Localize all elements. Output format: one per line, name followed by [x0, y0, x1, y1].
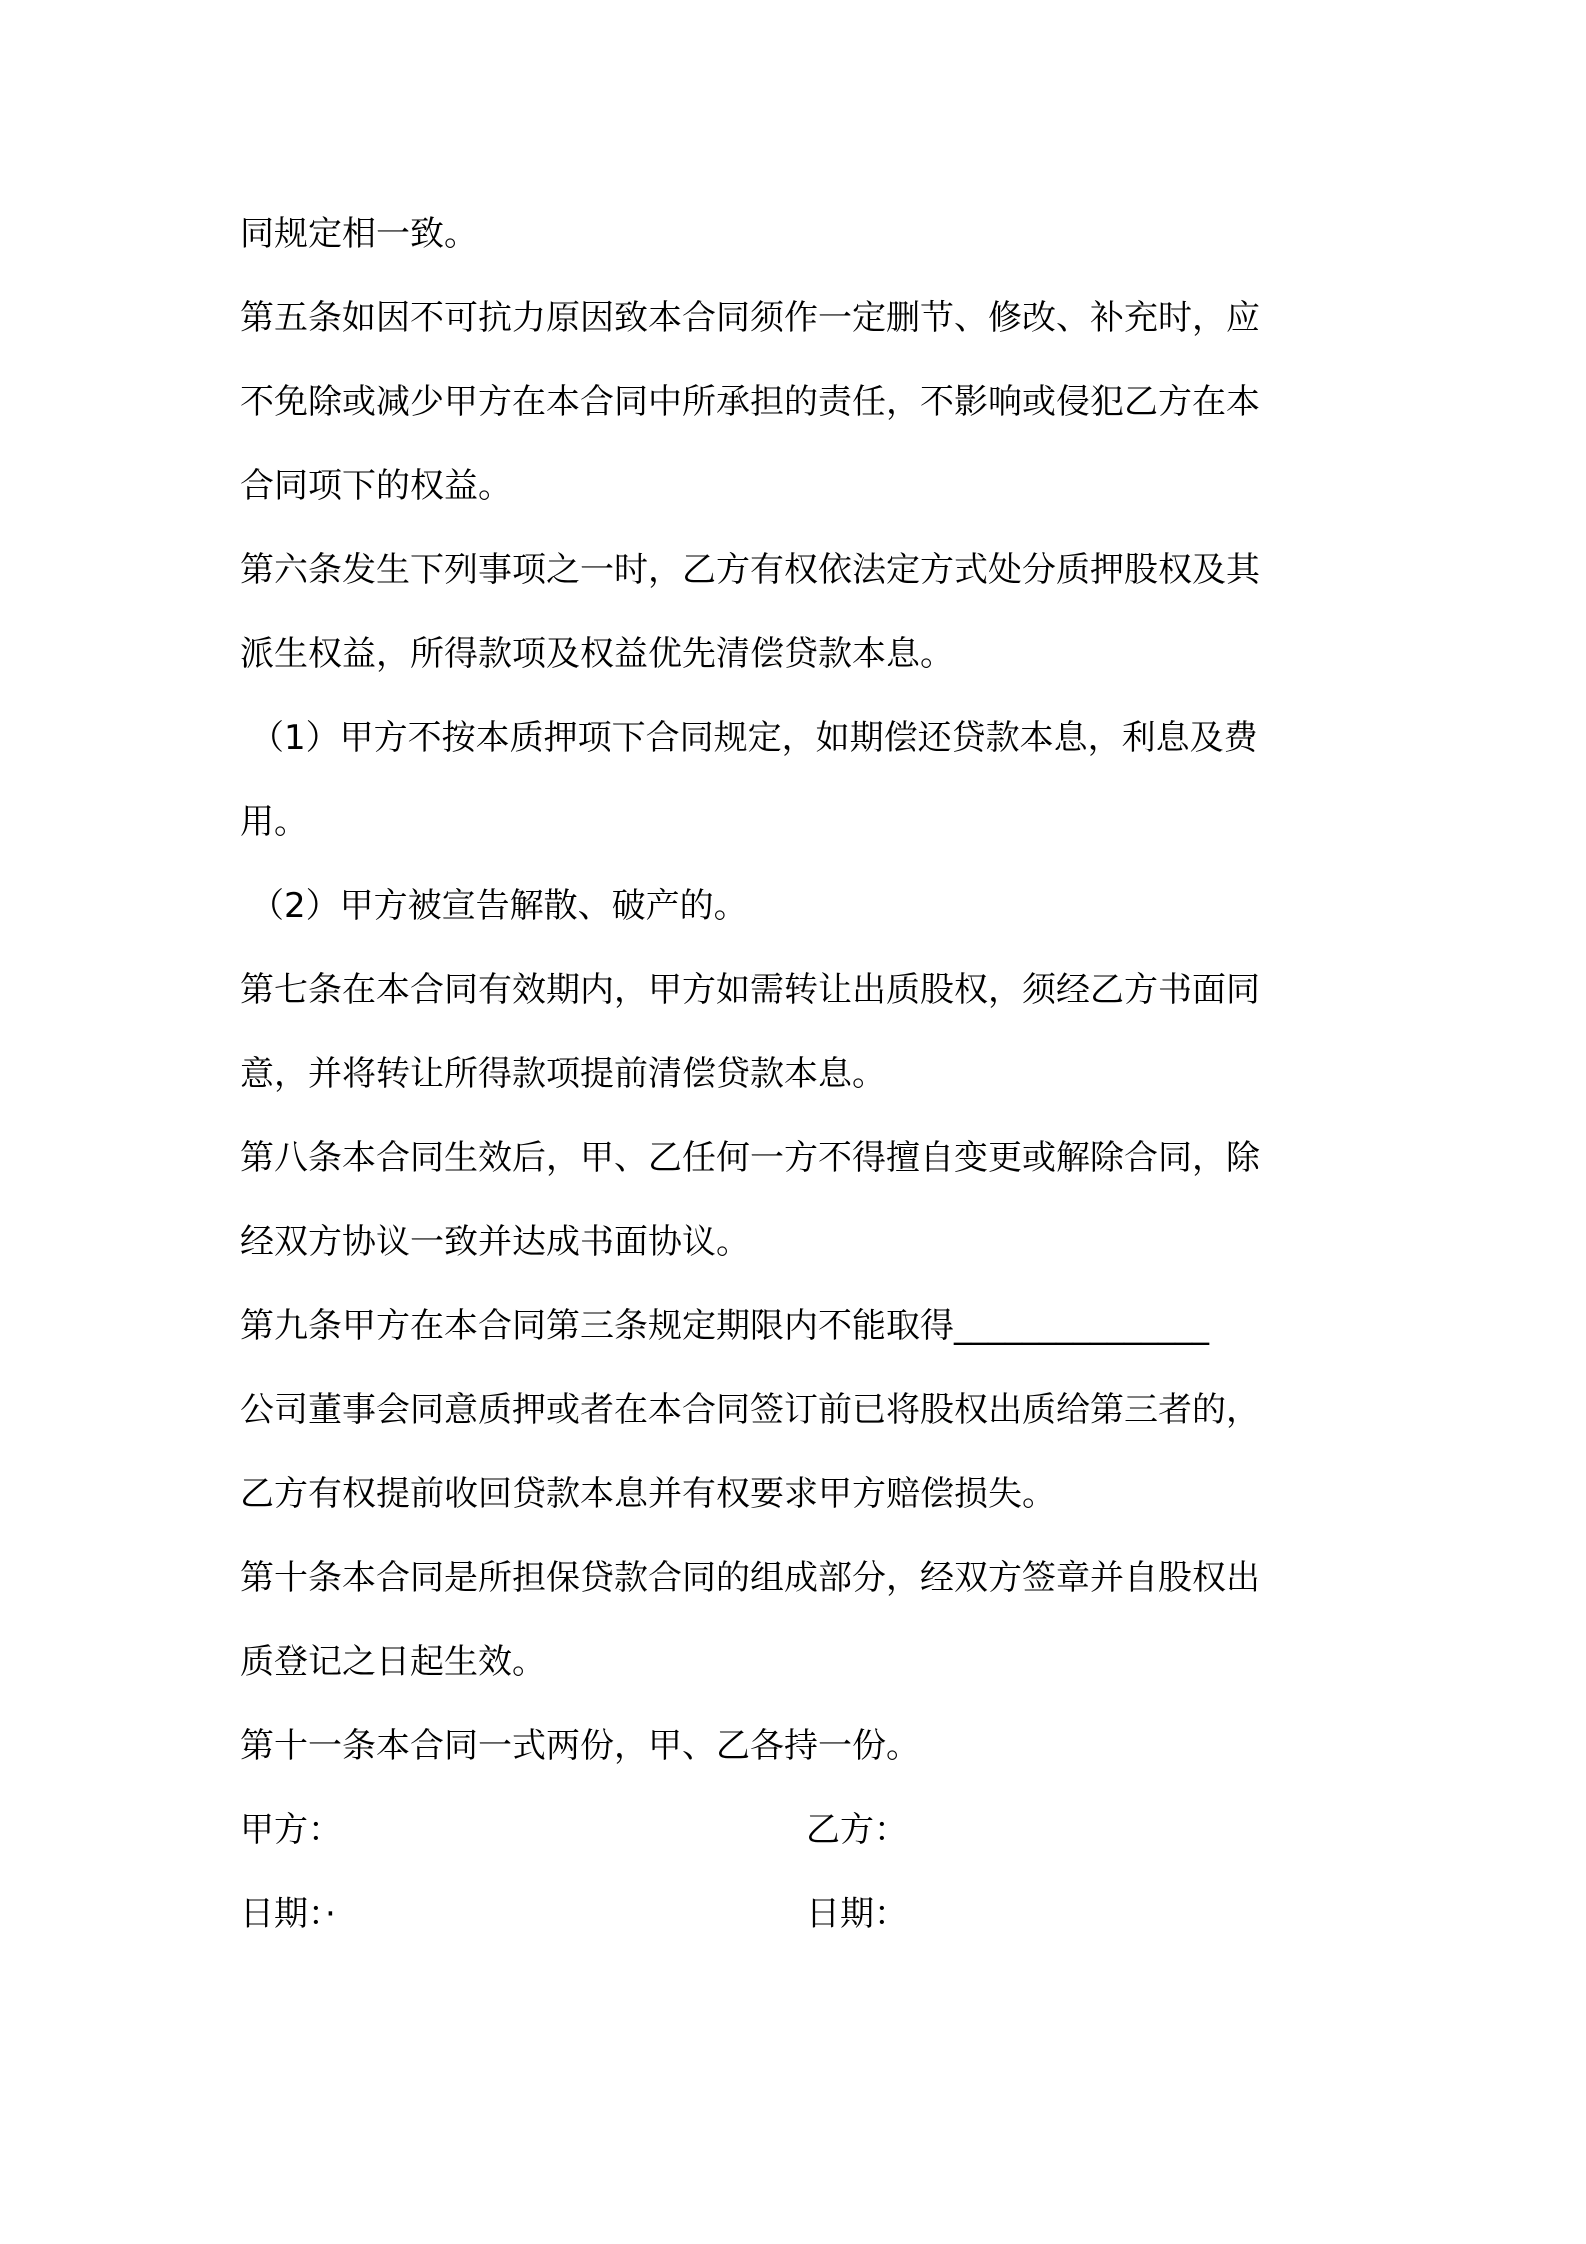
text-line: 用。 [240, 802, 308, 842]
text-line: 合同项下的权益。 [240, 466, 512, 506]
list-item-line: （1）甲方不按本质押项下合同规定，如期偿还贷款本息，利息及费 [250, 718, 1258, 758]
text-line: 第九条甲方在本合同第三条规定期限内不能取得_______________ [240, 1306, 1209, 1346]
text-line: 同规定相一致。 [240, 214, 478, 254]
document-body [240, 192, 1360, 1956]
text-line: 质登记之日起生效。 [240, 1642, 546, 1682]
text-line: 第七条在本合同有效期内，甲方如需转让出质股权，须经乙方书面同 [240, 970, 1260, 1010]
text-line: 公司董事会同意质押或者在本合同签订前已将股权出质给第三者的， [240, 1390, 1260, 1430]
text-line: 经双方协议一致并达成书面协议。 [240, 1222, 750, 1262]
text-line: 第六条发生下列事项之一时，乙方有权依法定方式处分质押股权及其 [240, 550, 1260, 590]
text-line: 第八条本合同生效后，甲、乙任何一方不得擅自变更或解除合同，除 [240, 1138, 1260, 1178]
text-line: 不免除或减少甲方在本合同中所承担的责任，不影响或侵犯乙方在本 [240, 382, 1260, 422]
text-line: 乙方有权提前收回贷款本息并有权要求甲方赔偿损失。 [240, 1474, 1056, 1514]
text-line: 第五条如因不可抗力原因致本合同须作一定删节、修改、补充时，应 [240, 298, 1260, 338]
party-a-label: 甲方： [240, 1810, 342, 1850]
party-b-label: 乙方： [806, 1810, 908, 1850]
date-b-label: 日期： [806, 1894, 908, 1934]
signature-party-row [240, 1788, 1360, 1872]
date-a-label: 日期：· [240, 1894, 336, 1934]
text-line: 第十条本合同是所担保贷款合同的组成部分，经双方签章并自股权出 [240, 1558, 1260, 1598]
text-line: 派生权益，所得款项及权益优先清偿贷款本息。 [240, 634, 954, 674]
signature-date-row [240, 1872, 1360, 1956]
list-item-line: （2）甲方被宣告解散、破产的。 [250, 886, 748, 926]
text-line: 第十一条本合同一式两份，甲、乙各持一份。 [240, 1726, 920, 1766]
text-line: 意，并将转让所得款项提前清偿贷款本息。 [240, 1054, 886, 1094]
